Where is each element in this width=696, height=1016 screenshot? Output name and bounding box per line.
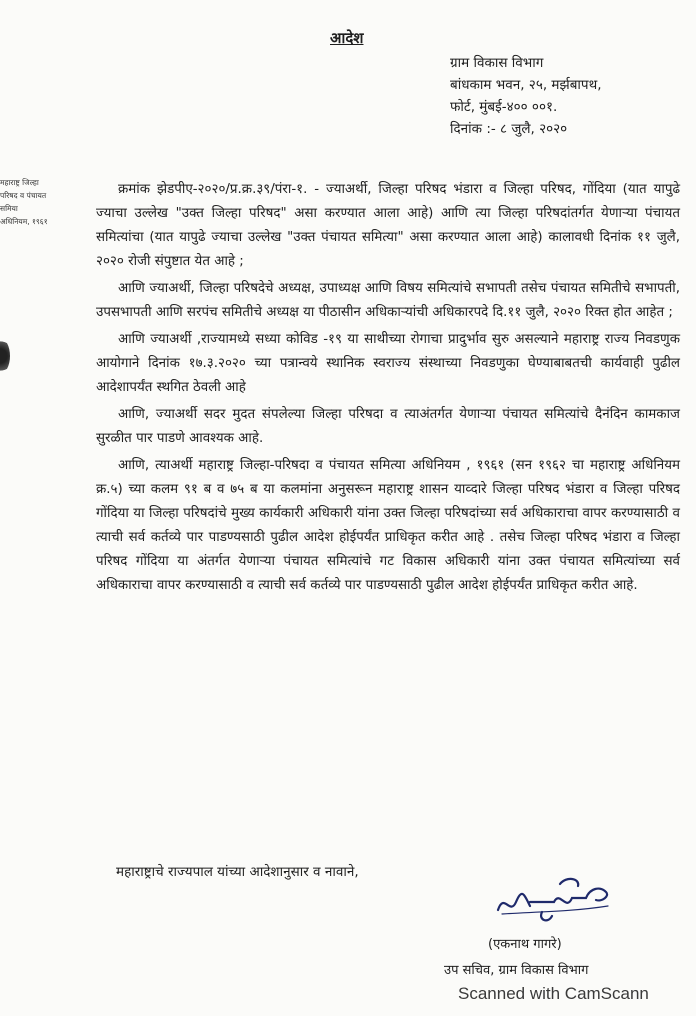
paragraph-covid: आणि ज्याअर्थी ,राज्यामध्ये सध्या कोविड -१९ या साथीच्या रोगाचा प्रादुर्भाव सुरु असल्याने महाराष्ट्र राज्य निवडणुक आयोगाने दिनांक १७.३.२०२० च्या पत्रान्वये स्थानिक स्वराज्य संस्थाच्या निवडणुका घेण्याबाबतची कार्यवाही पुढील आदेशापर्यंत स्थगित ठेवली आहे: [96, 332, 680, 395]
address-line: बांधकाम भवन, २५, मर्झबापथ,: [450, 77, 602, 93]
signer-designation: उप सचिव, ग्राम विकास विभाग: [444, 963, 589, 978]
scanner-watermark: Scanned with CamScann: [458, 984, 649, 1003]
order-title: आदेश: [330, 29, 364, 47]
margin-note-line: समिया: [0, 204, 18, 213]
margin-note-line: परिषद व पंचायत: [0, 191, 47, 200]
closing-line: महाराष्ट्राचे राज्यपाल यांच्या आदेशानुसार व नावाने,: [116, 864, 359, 880]
address-line: फोर्ट, मुंबई-४०० ००१.: [450, 99, 558, 115]
margin-note: [0, 176, 72, 228]
signature-image: [490, 872, 620, 928]
scan-punch-hole: [0, 338, 10, 374]
margin-note-line: अधिनियम, १९६१: [0, 217, 48, 226]
paragraph-order: आणि, त्याअर्थी महाराष्ट्र जिल्हा-परिषदा व पंचायत समित्या अधिनियम , १९६१ (सन १९६२ चा महाराष्ट्र अधिनियम क्र.५) च्या कलम ९१ ब व ७५ ब या कलमांना अनुसरून महाराष्ट्र शासन याव्दारे जिल्हा परिषद भंडारा व जिल्हा परिषद गोंदिया या जिल्हा परिषदांचे मुख्य कार्यकारी अधिकारी यांना उक्त जिल्हा परिषदांच्या सर्व अधिकाराचा वापर करण्यासाठी व त्याची सर्व कर्तव्ये पार पाडण्यसाठी पुढील आदेश होईपर्यंत प्राधिकृत करीत आहे . तसेच जिल्हा परिषद भंडारा व जिल्हा परिषद गोंदिया या अंतर्गत येणाऱ्या पंचायत समित्यांचे गट विकास अधिकारी यांना उक्त पंचायत समित्यांच्या सर्व अधिकाराचा वापर करण्यासाठी व त्याची सर्व कर्तव्ये पार पाडण्यसाठी पुढील आदेश होईपर्यंत प्राधिकृत करीत आहे.: [96, 458, 680, 593]
signer-name: (एकनाथ गागरे): [488, 937, 562, 952]
paragraph-daily-work: आणि, ज्याअर्थी सदर मुदत संपलेल्या जिल्हा परिषदा व त्याअंतर्गत येणाऱ्या पंचायत समित्यांचे दैनंदिन कामकाज सुरळीत पार पाडणे आवश्यक आहे.: [96, 407, 680, 446]
margin-note-line: महाराष्ट्र जिल्हा: [0, 178, 39, 187]
address-line: ग्राम विकास विभाग: [450, 55, 544, 71]
date-line: दिनांक :- ८ जुलै, २०२०: [450, 121, 568, 137]
order-body: [96, 178, 680, 601]
paragraph-office-bearers: आणि ज्याअर्थी, जिल्हा परिषदेचे अध्यक्ष, उपाध्यक्ष आणि विषय समित्यांचे सभापती तसेच पंचायत समितीचे सभापती, उपसभापती आणि सरपंच समितीचे अध्यक्ष या पीठासीन अधिकाऱ्यांची अधिकारपदे दि.११ जुलै, २०२० रिक्त होत आहेत ;: [96, 281, 680, 320]
department-address: [450, 52, 602, 140]
paragraph-reference: क्रमांक झेडपीए-२०२०/प्र.क्र.३९/पंरा-१. - ज्याअर्थी, जिल्हा परिषद भंडारा व जिल्हा परिषद, गोंदिया (यात यापुढे ज्याचा उल्लेख "उक्त जिल्हा परिषद" असा करण्यात आला आहे) आणि त्या जिल्हा परिषदांतर्गत येणाऱ्या पंचायत समित्यांचा (यात यापुढे ज्याचा उल्लेख "उक्त पंचायत समित्या" असा करण्यात आला आहे) कालावधी दिनांक ११ जुलै, २०२० रोजी संपुष्टात येत आहे ;: [96, 182, 680, 269]
